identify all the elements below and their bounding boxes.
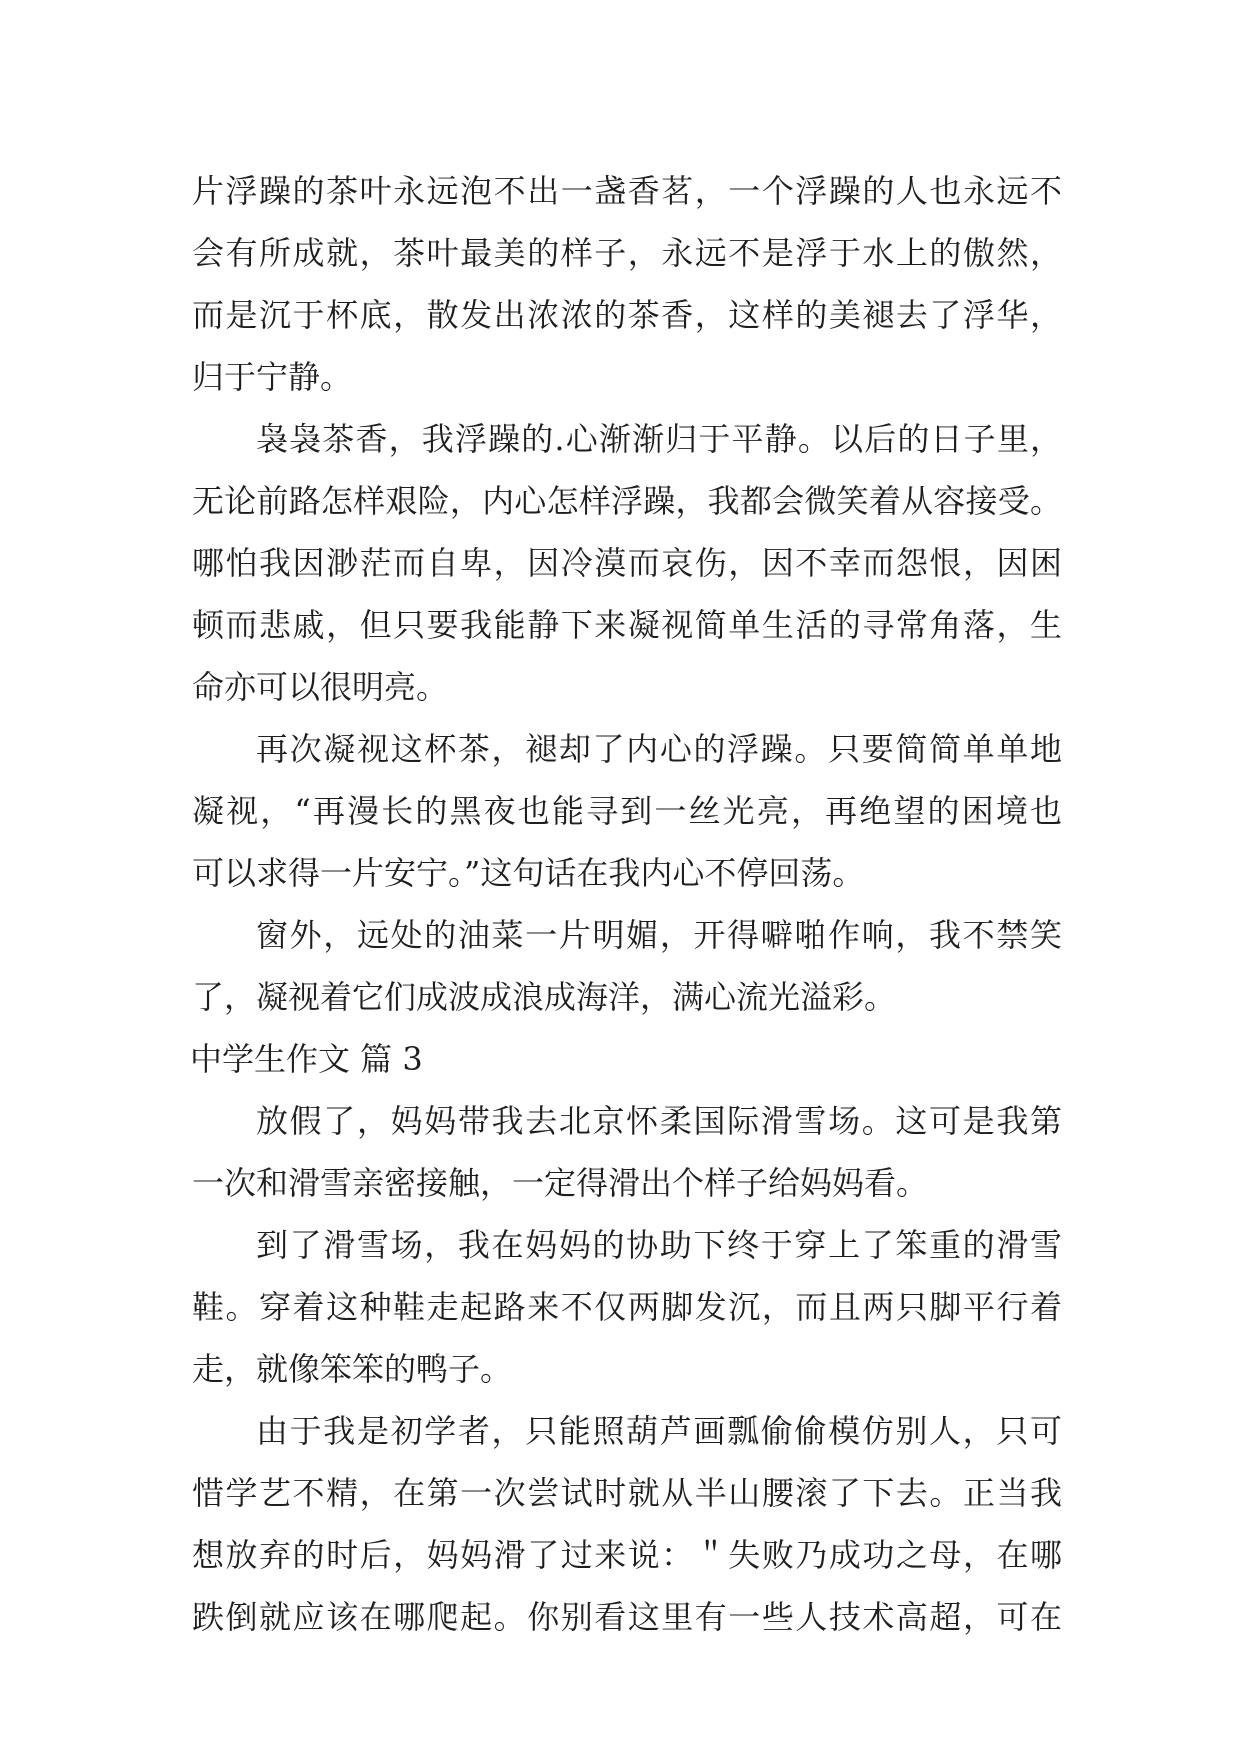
text-line: 顿而悲戚，但只要我能静下来凝视简单生活的寻常角落，生 [192,606,1062,644]
text-line: 袅袅茶香，我浮躁的.心渐渐归于平静。以后的日子里， [256,420,1062,458]
paragraph [192,1400,1062,1648]
text-line: 由于我是初学者，只能照葫芦画瓢偷偷模仿别人，只可 [256,1412,1062,1450]
paragraph [192,718,1062,904]
paragraph [192,408,1062,718]
text-line: 放假了，妈妈带我去北京怀柔国际滑雪场。这可是我第 [256,1102,1062,1140]
text-line: 命亦可以很明亮。 [192,668,449,706]
paragraph [192,1214,1062,1400]
text-line: 惜学艺不精，在第一次尝试时就从半山腰滚了下去。正当我 [192,1474,1062,1512]
paragraph [192,160,1062,408]
text-line: 走，就像笨笨的鸭子。 [192,1350,513,1388]
text-line: 想放弃的时后，妈妈滑了过来说：＂失败乃成功之母，在哪 [192,1536,1062,1574]
text-line: 归于宁静。 [192,358,353,396]
paragraph [192,904,1062,1028]
text-line: 而是沉于杯底，散发出浓浓的茶香，这样的美褪去了浮华， [192,296,1062,334]
text-line: 再次凝视这杯茶，褪却了内心的浮躁。只要简简单单地 [256,730,1062,768]
text-line: 窗外，远处的油菜一片明媚，开得噼啪作响，我不禁笑 [256,916,1062,954]
text-line: 一次和滑雪亲密接触，一定得滑出个样子给妈妈看。 [192,1164,929,1202]
text-line: 哪怕我因渺茫而自卑，因冷漠而哀伤，因不幸而怨恨，因困 [192,544,1062,582]
text-line: 凝视，“再漫长的黑夜也能寻到一丝光亮，再绝望的困境也 [192,792,1062,830]
text-line: 了，凝视着它们成波成浪成海洋，满心流光溢彩。 [192,978,897,1016]
text-line: 鞋。穿着这种鞋走起路来不仅两脚发沉，而且两只脚平行着 [192,1288,1062,1326]
text-line: 到了滑雪场，我在妈妈的协助下终于穿上了笨重的滑雪 [256,1226,1062,1264]
text-line: 会有所成就，茶叶最美的样子，永远不是浮于水上的傲然， [192,234,1062,272]
text-line: 跌倒就应该在哪爬起。你别看这里有一些人技术高超，可在 [192,1598,1062,1636]
text-line: 无论前路怎样艰险，内心怎样浮躁，我都会微笑着从容接受。 [192,482,1062,520]
text-line: 可以求得一片安宁。”这句话在我内心不停回荡。 [192,854,865,892]
text-line: 片浮躁的茶叶永远泡不出一盏香茗，一个浮躁的人也永远不 [192,172,1062,210]
document-page [192,160,1062,1648]
section-heading: 中学生作文 篇 3 [190,1040,423,1078]
paragraph [192,1090,1062,1214]
